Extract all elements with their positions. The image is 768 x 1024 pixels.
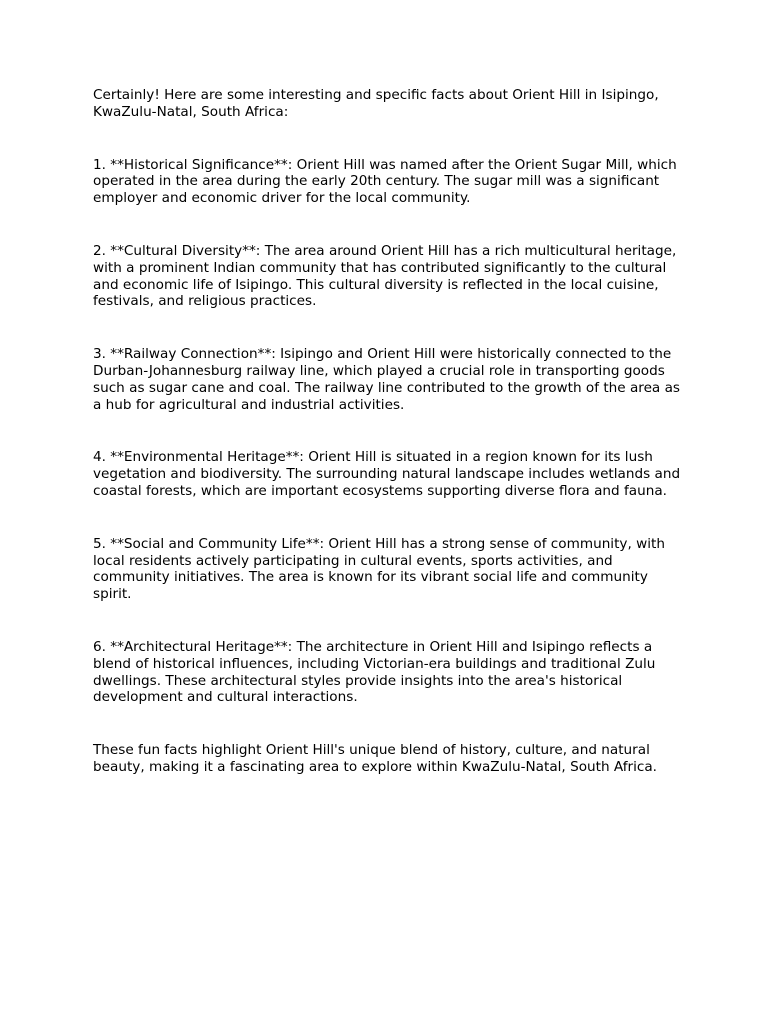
conclusion-paragraph: These fun facts highlight Orient Hill's unique blend of history, culture, and natural beauty, making it a fascinating area to explore within KwaZulu-Natal, South Africa. [93, 742, 657, 775]
fact-paragraph-5: 5. **Social and Community Life**: Orient Hill has a strong sense of community, with local residents actively participating in cultural events, sports activities, and community initiatives. The area is known for its vibrant social life and community spirit. [93, 535, 665, 603]
fact-paragraph-6: 6. **Architectural Heritage**: The architecture in Orient Hill and Isipingo reflects a blend of historical influences, including Victorian-era buildings and traditional Zulu dwellings. These architectural styles provide insights into the area's historical development and cultural interactions. [93, 638, 656, 706]
fact-paragraph-3: 3. **Railway Connection**: Isipingo and Orient Hill were historically connected to the Durban-Johannesburg railway line, which played a crucial role in transporting goods such as sugar cane and coal. The railway line contributed to the growth of the area as a hub for agricultural and industrial activities. [93, 346, 681, 413]
fact-paragraph-2: 2. **Cultural Diversity**: The area around Orient Hill has a rich multicultural heritage, with a prominent Indian community that has contributed significantly to the cultural and economic life of Isipingo. This cultural diversity is reflected in the local cuisine, festivals, and religious practices. [93, 242, 677, 310]
document-body [93, 87, 681, 776]
fact-paragraph-4: 4. **Environmental Heritage**: Orient Hill is situated in a region known for its lush vegetation and biodiversity. The surrounding natural landscape includes wetlands and coastal forests, which are important ecosystems supporting diverse flora and fauna. [93, 449, 681, 499]
fact-paragraph-1: 1. **Historical Significance**: Orient Hill was named after the Orient Sugar Mill, which operated in the area during the early 20th century. The sugar mill was a significant employer and economic driver for the local community. [93, 156, 677, 207]
intro-paragraph: Certainly! Here are some interesting and specific facts about Orient Hill in Isipingo, KwaZulu-Natal, South Africa: [93, 87, 659, 120]
